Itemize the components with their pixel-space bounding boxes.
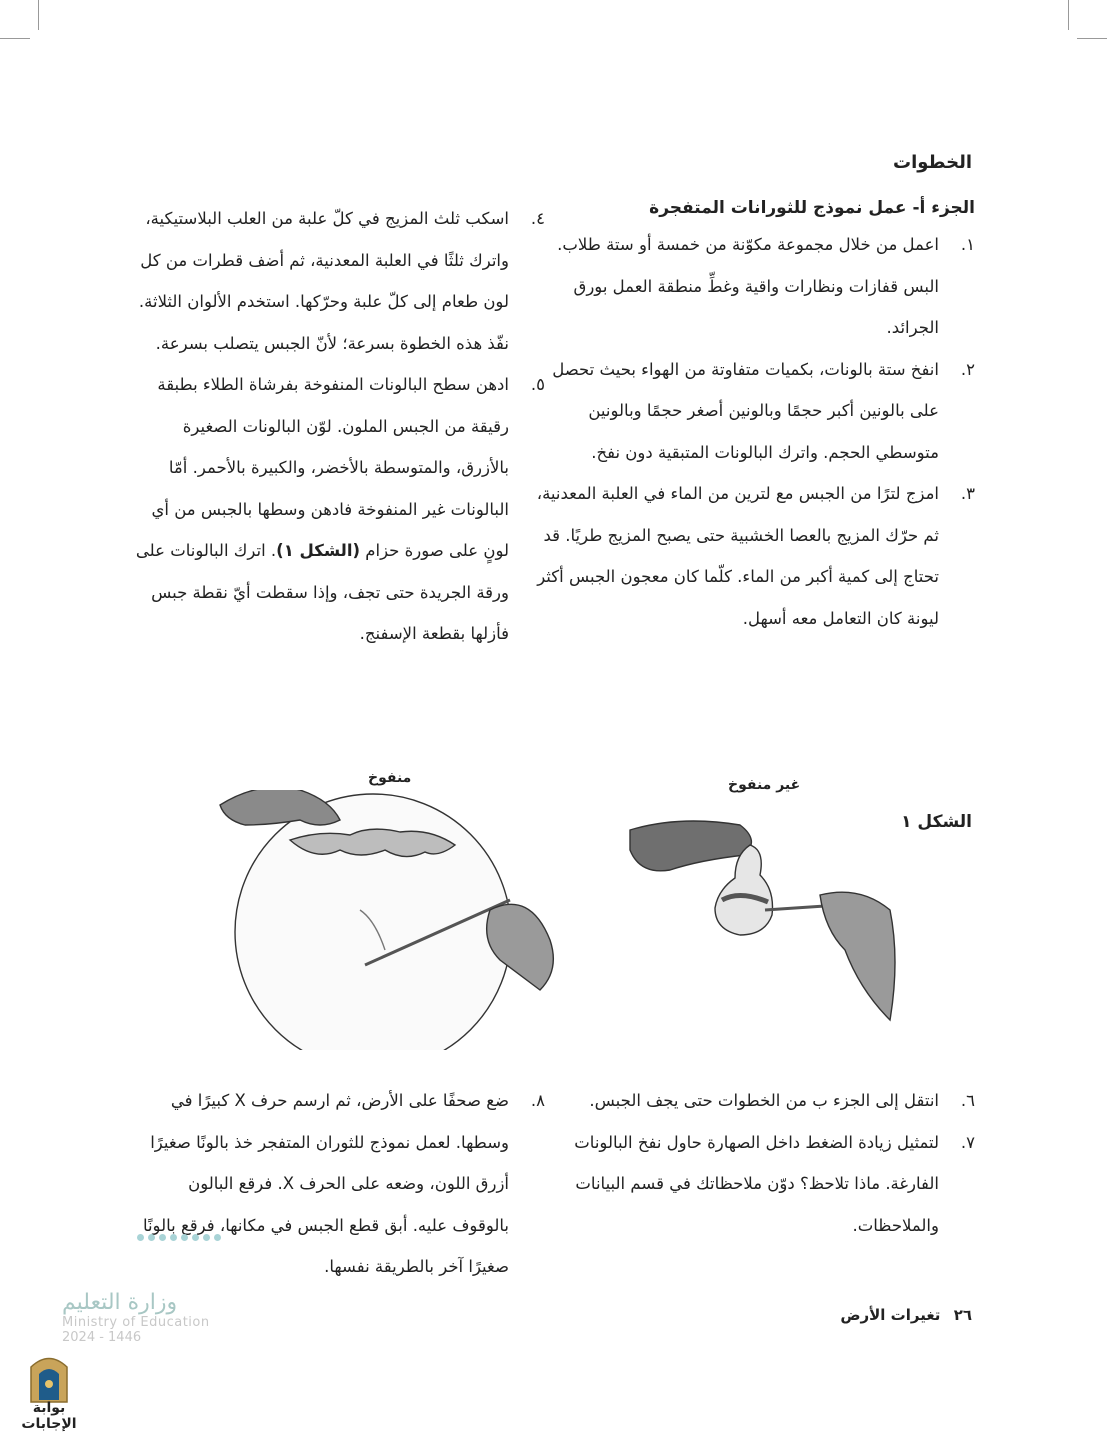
watermark-dots bbox=[135, 1228, 223, 1247]
step-2 bbox=[529, 349, 975, 474]
inflated-balloon-drawing bbox=[235, 794, 511, 1050]
watermark-year: 2024 - 1446 bbox=[62, 1330, 142, 1345]
step-text: امزج لترًا من الجبس مع لترين من الماء في العلبة المعدنية، ثم حرّك المزيج بالعصا الخشبية حتى يصبح المزيج طريًا. قد تحتاج إلى كمية أكبر من الماء. كلّما كان معجون الجبس أكثر ليونة كان التعامل معه أسهل. bbox=[536, 484, 939, 628]
step-text: . اترك البالونات على ورقة الجريدة حتى تجف، وإذا سقطت أيّ نقطة جبس فأزلها بقطعة الإسفنج. bbox=[135, 541, 509, 643]
step-number: ٦. bbox=[960, 1091, 975, 1110]
step-8 bbox=[134, 1080, 545, 1288]
step-text: اسكب ثلث المزيج في كلّ علبة من العلب البلاستيكية، واترك ثلثًا في العلبة المعدنية، ثم أضف قطرات من كل لون طعام إلى كلّ علبة وحرّكها. استخدم الألوان الثلاثة. نفّذ هذه الخطوة بسرعة؛ لأنّ الجبس يتصلب بسرعة. bbox=[138, 209, 509, 353]
watermark-english: Ministry of Education bbox=[62, 1315, 210, 1330]
hand-holding-balloon bbox=[220, 790, 340, 825]
step-text: ادهن سطح البالونات المنفوخة بفرشاة الطلاء بطبقة رقيقة من الجبس الملون. لوّن البالونات الصغيرة بالأزرق، والمتوسطة بالأخضر، والكبيرة بالأحمر. أمّا البالونات غير المنفوخة فادهن وسطها بالجبس من أي لونٍ على صورة حزام bbox=[151, 375, 509, 560]
uninflated-balloon-drawing bbox=[630, 821, 773, 935]
figure-reference: (الشكل ١) bbox=[276, 541, 361, 560]
steps-column-right bbox=[529, 198, 975, 639]
step-7 bbox=[529, 1122, 975, 1247]
step-6 bbox=[529, 1080, 975, 1122]
ministry-watermark bbox=[62, 1290, 210, 1345]
page-footer bbox=[840, 1306, 972, 1324]
step-number: ٥. bbox=[530, 375, 545, 394]
step-number: ١. bbox=[960, 235, 975, 254]
step-text: اعمل من خلال مجموعة مكوّنة من خمسة أو ستة طلاب. البس قفازات ونظارات واقية وغطِّ منطقة العمل بورق الجرائد. bbox=[557, 235, 939, 337]
step-5 bbox=[134, 364, 545, 655]
steps-column-left bbox=[134, 198, 545, 655]
figure-illustration bbox=[200, 790, 900, 1050]
section-title: الخطوات bbox=[893, 152, 972, 173]
step-text: انتقل إلى الجزء ب من الخطوات حتى يجف الجبس. bbox=[589, 1091, 939, 1110]
step-number: ٤. bbox=[530, 209, 545, 228]
step-1 bbox=[529, 224, 975, 349]
crop-mark bbox=[38, 0, 39, 30]
step-text: ضع صحفًا على الأرض، ثم ارسم حرف X كبيرًا في وسطها. لعمل نموذج للثوران المتفجر خذ بالونًا صغيرًا أزرق اللون، وضعه على الحرف X. فرقع البالون بالوقوف عليه. أبق قطع الجبس في مكانها، فرقع بالونًا صغيرًا آخر بالطريقة نفسها. bbox=[142, 1091, 509, 1276]
hand-with-brush-2 bbox=[765, 892, 895, 1020]
step-text: انفخ ستة بالونات، بكميات متفاوتة من الهواء بحيث تحصل على بالونين أكبر حجمًا وبالونين أصغر حجمًا وبالونين متوسطي الحجم. واترك البالونات المتبقية دون نفخ. bbox=[552, 359, 939, 462]
unit-title: تغيرات الأرض bbox=[840, 1306, 941, 1324]
step-number: ٣. bbox=[960, 484, 975, 503]
crop-mark bbox=[1068, 0, 1069, 30]
step-text: لتمثيل زيادة الضغط داخل الصهارة حاول نفخ البالونات الفارغة. ماذا تلاحظ؟ دوّن ملاحظاتك في قسم البيانات والملاحظات. bbox=[574, 1132, 939, 1235]
step-4 bbox=[134, 198, 545, 364]
step-number: ٨. bbox=[530, 1091, 545, 1110]
step-number: ٢. bbox=[960, 359, 975, 379]
figure-label: الشكل ١ bbox=[901, 812, 972, 832]
caption-inflated: منفوخ bbox=[368, 770, 412, 786]
step-3 bbox=[529, 473, 975, 639]
step-number: ٧. bbox=[960, 1132, 975, 1152]
crop-mark bbox=[1077, 38, 1107, 39]
part-a-title: الجزء أ- عمل نموذج للثورانات المتفجرة bbox=[649, 198, 975, 218]
caption-uninflated: غير منفوخ bbox=[728, 777, 801, 793]
watermark-arabic: وزارة التعليم bbox=[62, 1290, 178, 1315]
steps-column-bottom-right bbox=[529, 1080, 975, 1246]
page-number: ٢٦ bbox=[953, 1306, 972, 1324]
crop-mark bbox=[0, 38, 30, 39]
answers-portal-text: بوابة الإجابات bbox=[21, 1400, 77, 1432]
steps-column-bottom-left bbox=[134, 1080, 545, 1288]
